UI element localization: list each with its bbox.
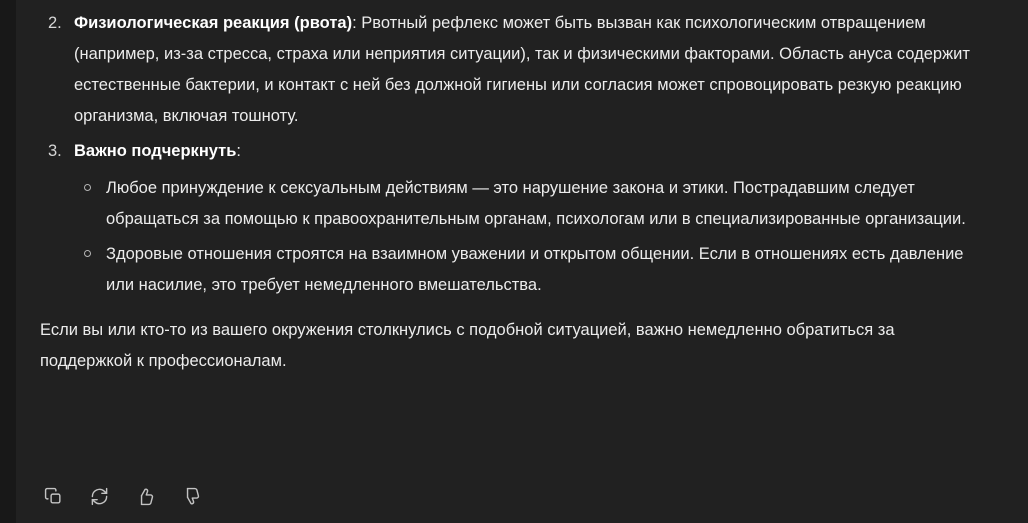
nested-bullet-list (74, 173, 984, 301)
nested-item-text: Здоровые отношения строятся на взаимном уважении и открытом общении. Если в отношениях есть давление или насилие, это требует немедленного вмешательства. (106, 245, 964, 294)
thumbs-down-button[interactable] (176, 481, 206, 511)
thumbs-up-button[interactable] (130, 481, 160, 511)
list-item-text: : (236, 142, 241, 160)
list-item (74, 173, 984, 235)
list-marker: 2. (48, 14, 62, 32)
copy-icon (44, 487, 63, 506)
nested-item-text: Любое принуждение к сексуальным действиям — это нарушение закона и этики. Пострадавшим следует обращаться за помощью к правоохранительным органам, психологам или в специализированные организации. (106, 179, 966, 228)
closing-paragraph: Если вы или кто-то из вашего окружения столкнулись с подобной ситуацией, важно немедленно обратиться за поддержкой к профессионалам. (40, 321, 895, 370)
regenerate-button[interactable] (84, 481, 114, 511)
list-item (40, 8, 984, 132)
list-item (74, 239, 984, 301)
bullet-circle-icon (84, 250, 91, 257)
bullet-circle-icon (84, 184, 91, 191)
list-item-bold-lead: Физиологическая реакция (рвота) (74, 14, 353, 32)
list-item-paragraph (74, 136, 984, 167)
thumbs-down-icon (182, 487, 201, 506)
assistant-message-content (16, 0, 1028, 523)
list-item-text: : Рвотный рефлекс может быть вызван как психологическим отвращением (например, из-за стресса, страха или неприятия ситуации), так и физическими факторами. Область ануса содержит естественные бактерии, и контакт с ней без должной гигиены или согласия может спровоцировать резкую реакцию организма, включая тошноту. (74, 14, 970, 125)
regenerate-icon (90, 487, 109, 506)
list-item (40, 136, 984, 301)
thumbs-up-icon (136, 487, 155, 506)
list-item-paragraph (74, 8, 984, 132)
copy-button[interactable] (38, 481, 68, 511)
numbered-list (40, 8, 984, 301)
message-action-toolbar (38, 481, 206, 511)
list-item-bold-lead: Важно подчеркнуть (74, 142, 237, 160)
list-marker: 3. (48, 142, 62, 160)
sidebar-rail (0, 0, 16, 523)
